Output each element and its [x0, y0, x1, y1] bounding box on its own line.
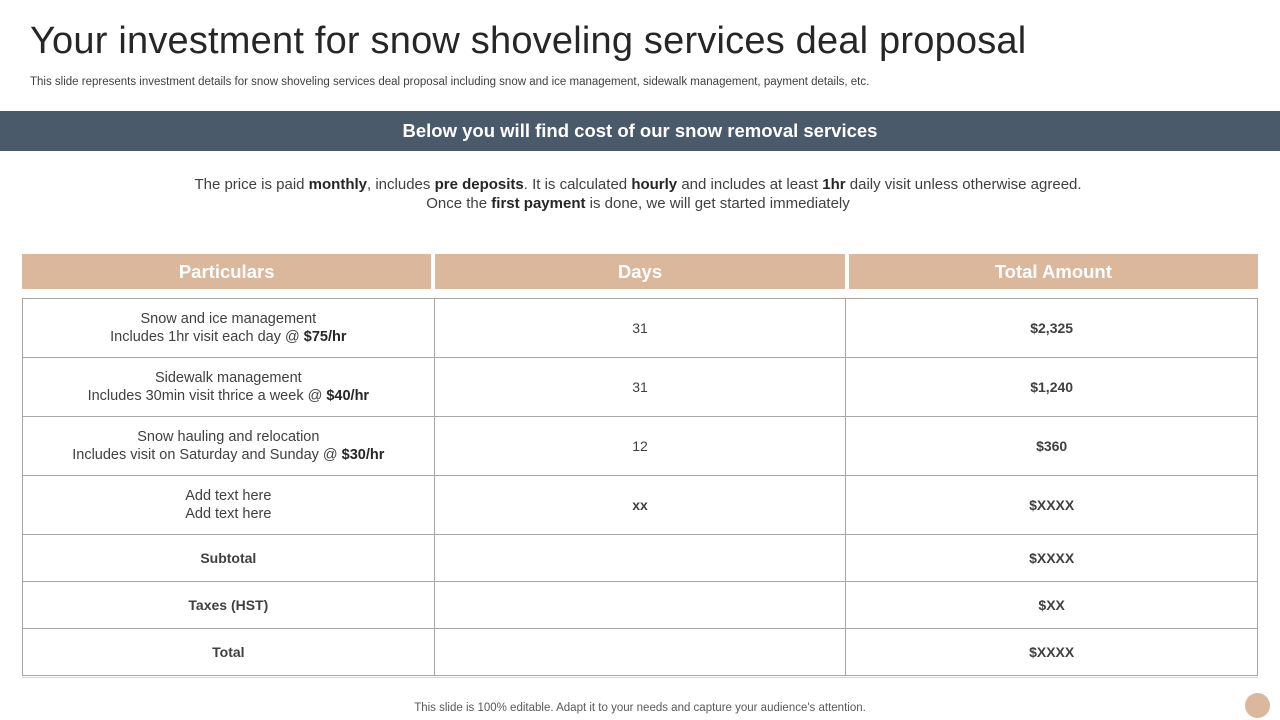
intro-text: . It is calculated [523, 176, 632, 193]
header-days: Days [435, 254, 844, 289]
decorative-circle-icon [1245, 693, 1270, 718]
days-cell: xx [434, 476, 846, 535]
taxes-row [23, 582, 1258, 629]
summary-label: Total [23, 629, 435, 676]
cost-table [22, 298, 1258, 676]
item-detail-text: Includes 30min visit thrice a week @ [87, 388, 327, 404]
item-detail [23, 328, 434, 346]
table-row [23, 417, 1258, 476]
item-detail [23, 446, 434, 464]
item-rate: $75/hr [303, 329, 347, 345]
pricing-intro-line-1 [0, 175, 1276, 194]
intro-bold-monthly: monthly [308, 176, 368, 193]
slide-subtitle: This slide represents investment details for snow shoveling services deal proposal including snow and ice management, sidewalk management, payment details, etc. [30, 76, 870, 88]
header-particulars: Particulars [22, 254, 431, 289]
summary-amount: $XXXX [846, 629, 1258, 676]
summary-empty-cell [434, 535, 846, 582]
item-name: Snow and ice management [140, 311, 317, 327]
table-bottom-rule [22, 677, 1258, 678]
particulars-cell [23, 358, 435, 417]
item-name: Add text here [185, 488, 272, 504]
total-row [23, 629, 1258, 676]
amount-cell: $1,240 [846, 358, 1258, 417]
pricing-intro [0, 175, 1276, 213]
table-row [23, 358, 1258, 417]
days-cell: 31 [434, 358, 846, 417]
item-name: Snow hauling and relocation [137, 429, 320, 445]
item-name: Sidewalk management [154, 370, 302, 386]
table-row [23, 299, 1258, 358]
particulars-cell [23, 417, 435, 476]
intro-text: The price is paid [194, 176, 309, 193]
summary-label: Taxes (HST) [23, 582, 435, 629]
summary-label: Subtotal [23, 535, 435, 582]
table-header-row [22, 254, 1258, 289]
intro-text: daily visit unless otherwise agreed. [845, 176, 1082, 193]
cost-banner-text: Below you will find cost of our snow removal services [402, 120, 878, 141]
summary-empty-cell [434, 582, 846, 629]
cost-banner [0, 111, 1280, 151]
item-rate: $30/hr [341, 447, 385, 463]
amount-cell: $2,325 [846, 299, 1258, 358]
days-cell: 12 [434, 417, 846, 476]
item-detail-text: Includes visit on Saturday and Sunday @ [72, 447, 342, 463]
particulars-cell [23, 299, 435, 358]
intro-bold-pre-deposits: pre deposits [434, 176, 524, 193]
intro-bold-hourly: hourly [631, 176, 678, 193]
intro-text: , includes [367, 176, 435, 193]
intro-text: and includes at least [677, 176, 823, 193]
pricing-intro-line-2 [0, 194, 1276, 213]
intro-text: is done, we will get started immediately [585, 195, 850, 212]
intro-bold-first-payment: first payment [491, 195, 586, 212]
days-cell: 31 [434, 299, 846, 358]
summary-empty-cell [434, 629, 846, 676]
amount-cell: $XXXX [846, 476, 1258, 535]
amount-cell: $360 [846, 417, 1258, 476]
subtotal-row [23, 535, 1258, 582]
intro-text: Once the [426, 195, 492, 212]
slide-footer: This slide is 100% editable. Adapt it to your needs and capture your audience's attention. [414, 702, 866, 714]
item-detail [23, 387, 434, 405]
header-total-amount: Total Amount [849, 254, 1258, 289]
slide-title: Your investment for snow shoveling services deal proposal [30, 20, 1027, 62]
item-detail-text: Includes 1hr visit each day @ [110, 329, 304, 345]
item-rate: $40/hr [326, 388, 370, 404]
summary-amount: $XXXX [846, 535, 1258, 582]
item-detail: Add text here [185, 506, 272, 522]
summary-amount: $XX [846, 582, 1258, 629]
particulars-cell [23, 476, 435, 535]
table-row [23, 476, 1258, 535]
intro-bold-1hr: 1hr [822, 176, 846, 193]
